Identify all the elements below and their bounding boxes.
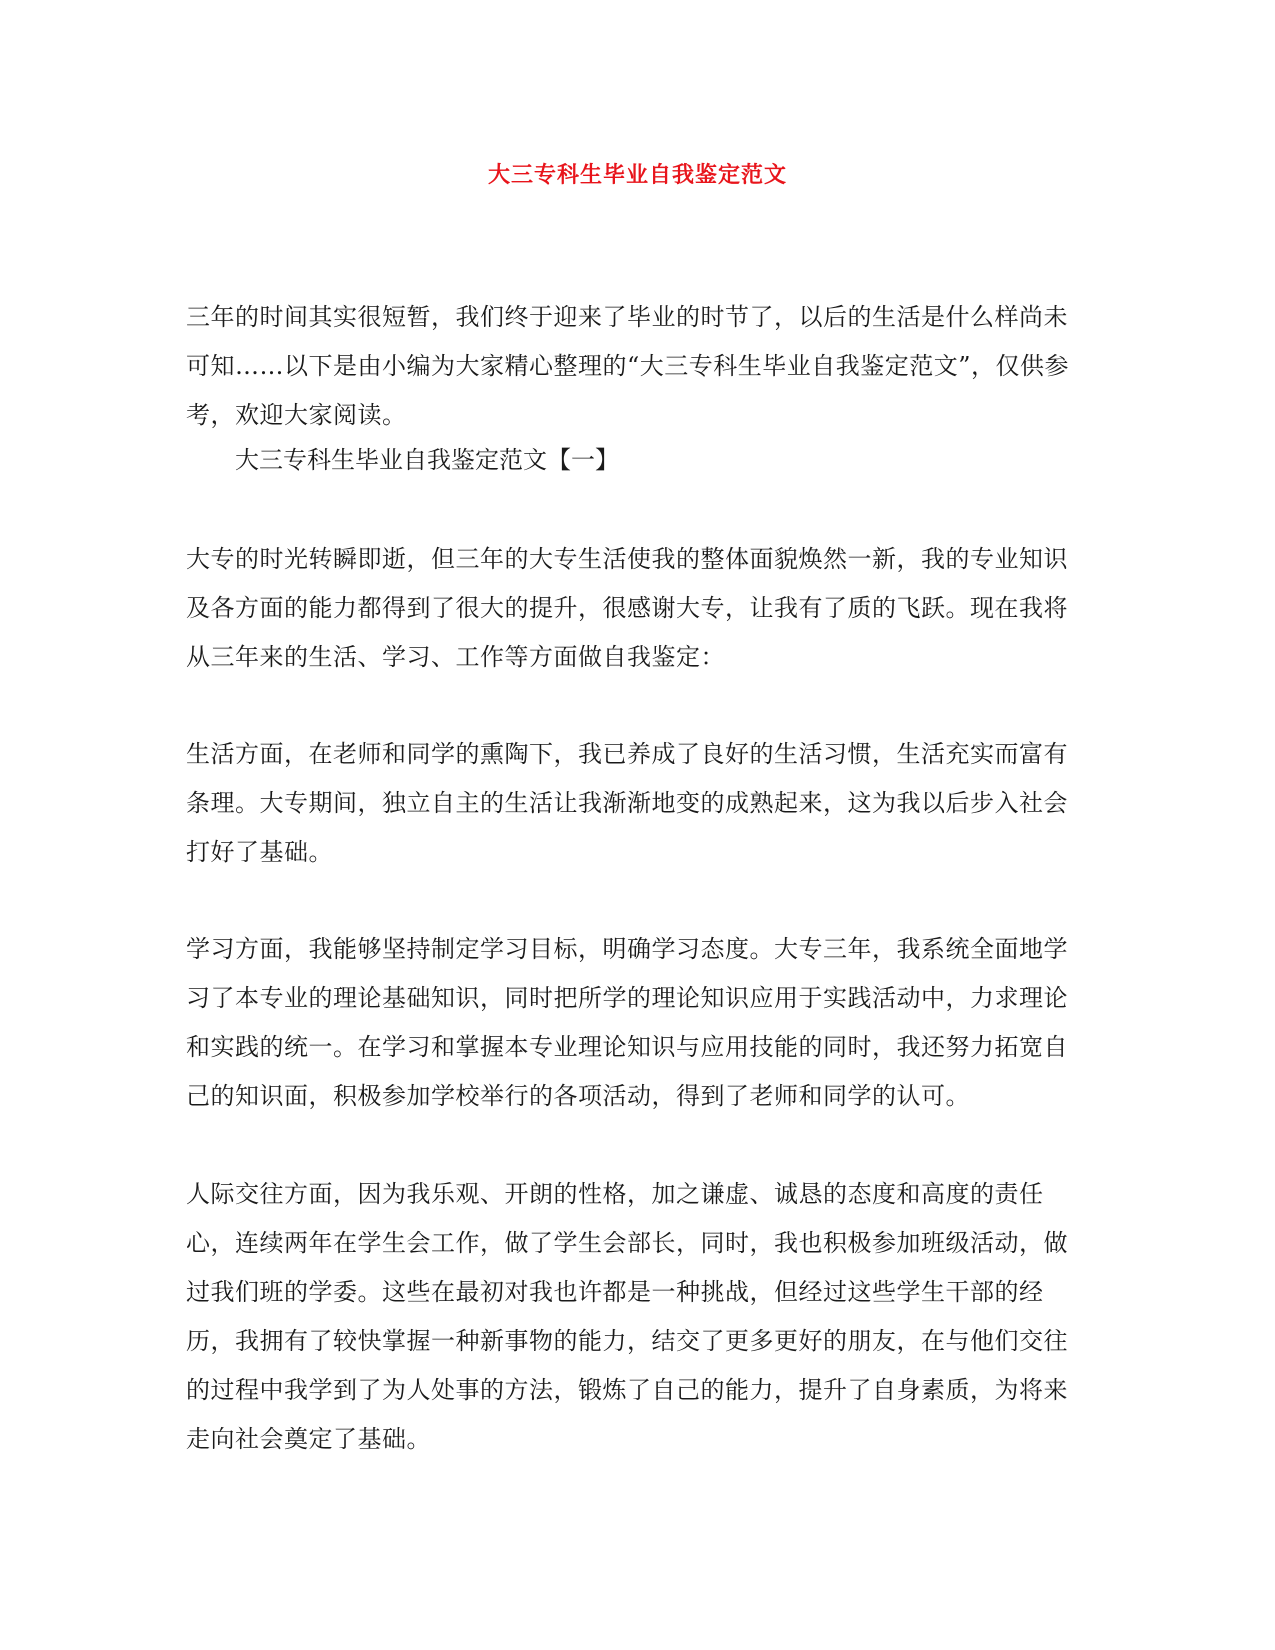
document-title: 大三专科生毕业自我鉴定范文 [487,162,787,188]
section-heading: 大三专科生毕业自我鉴定范文【一】 [235,446,619,474]
body-paragraph-study: 学习方面，我能够坚持制定学习目标，明确学习态度。大专三年，我系统全面地学习了本专业的理论基础知识，同时把所学的理论知识应用于实践活动中，力求理论和实践的统一。在学习和掌握本专业理论知识与应用技能的同时，我还努力拓宽自己的知识面，积极参加学校举行的各项活动，得到了老师和同学的认可。 [186,935,1068,1110]
body-paragraph-overview: 大专的时光转瞬即逝，但三年的大专生活使我的整体面貌焕然一新，我的专业知识及各方面的能力都得到了很大的提升，很感谢大专，让我有了质的飞跃。现在我将从三年来的生活、学习、工作等方面做自我鉴定： [186,545,1068,671]
body-paragraph-social: 人际交往方面，因为我乐观、开朗的性格，加之谦虚、诚恳的态度和高度的责任心，连续两年在学生会工作，做了学生会部长，同时，我也积极参加班级活动，做过我们班的学委。这些在最初对我也许都是一种挑战，但经过这些学生干部的经历，我拥有了较快掌握一种新事物的能力，结交了更多更好的朋友，在与他们交往的过程中我学到了为人处事的方法，锻炼了自己的能力，提升了自身素质，为将来走向社会奠定了基础。 [186,1180,1068,1453]
intro-paragraph: 三年的时间其实很短暂，我们终于迎来了毕业的时节了，以后的生活是什么样尚未可知……以下是由小编为大家精心整理的“大三专科生毕业自我鉴定范文”，仅供参考，欢迎大家阅读。 [186,303,1070,429]
body-paragraph-life: 生活方面，在老师和同学的熏陶下，我已养成了良好的生活习惯，生活充实而富有条理。大专期间，独立自主的生活让我渐渐地变的成熟起来，这为我以后步入社会打好了基础。 [186,740,1068,866]
